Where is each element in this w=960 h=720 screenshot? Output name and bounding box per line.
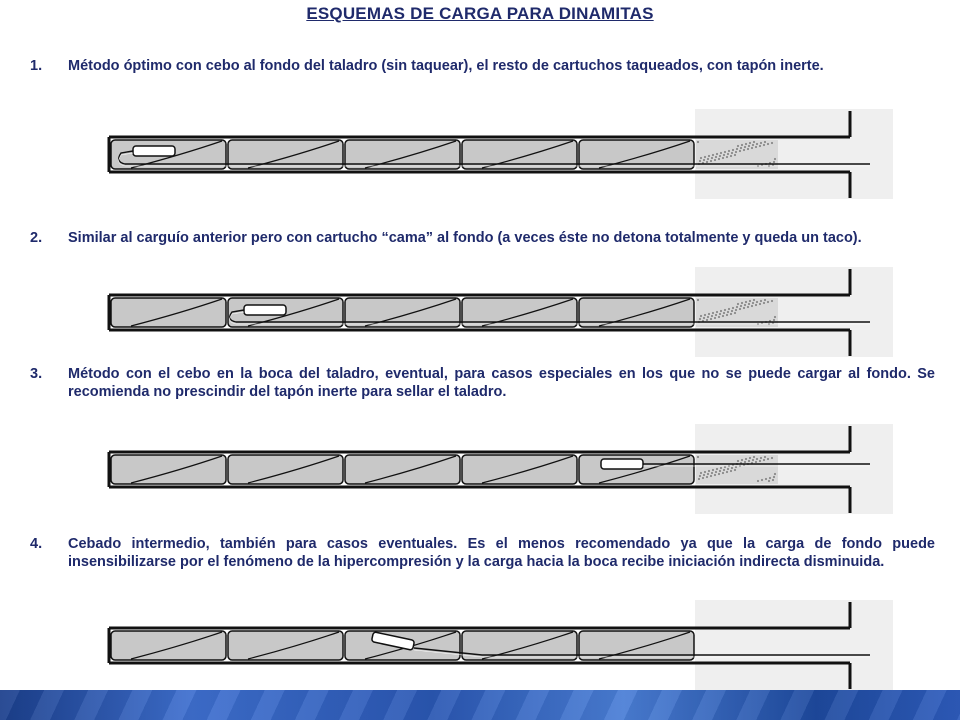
plug-grain — [760, 300, 762, 302]
plug-grain — [727, 468, 729, 470]
method-1-number: 1. — [30, 58, 43, 74]
plug-grain — [714, 159, 716, 161]
method-3-text: Método con el cebo en la boca del taladro, eventual, para casos especiales en los que no se puede cargar al fondo. Se recomienda no prescindir del tapón inerte para sellar el taladro. — [68, 366, 935, 400]
plug-grain — [712, 469, 714, 471]
plug-grain — [772, 479, 774, 481]
plug-grain — [700, 157, 702, 159]
plug-grain — [700, 315, 702, 317]
plug-grain — [716, 153, 718, 155]
borehole-diagram-2 — [109, 267, 893, 357]
plug-grain — [726, 314, 728, 316]
plug-grain — [751, 305, 753, 307]
plug-grain — [759, 145, 761, 147]
plug-grain — [741, 144, 743, 146]
plug-grain — [715, 156, 717, 158]
plug-grain — [764, 299, 766, 301]
plug-grain — [708, 155, 710, 157]
plug-grain — [774, 158, 776, 160]
plug-grain — [716, 468, 718, 470]
plug-grain — [728, 308, 730, 310]
plug-grain — [737, 145, 739, 147]
plug-grain — [756, 458, 758, 460]
plug-grain — [745, 458, 747, 460]
plug-grain — [732, 307, 734, 309]
plug-grain — [740, 305, 742, 307]
plug-grain — [704, 471, 706, 473]
plug-grain — [711, 315, 713, 317]
plug-grain — [728, 150, 730, 152]
plug-grain — [722, 315, 724, 317]
plug-grain — [773, 319, 775, 321]
cartridge — [228, 455, 343, 484]
page-title: ESQUEMAS DE CARGA PARA DINAMITAS — [306, 4, 654, 23]
cartridge — [462, 455, 577, 484]
plug-grain — [727, 311, 729, 313]
plug-grain — [706, 319, 708, 321]
plug-grain — [704, 156, 706, 158]
plug-grain — [771, 142, 773, 144]
plug-grain — [719, 155, 721, 157]
plug-grain — [710, 475, 712, 477]
plug-grain — [724, 151, 726, 153]
plug-grain — [730, 470, 732, 472]
borehole-diagram-4 — [109, 600, 893, 690]
plug-grain — [734, 312, 736, 314]
plug-grain — [757, 480, 759, 482]
plug-grain — [731, 310, 733, 312]
plug-grain — [748, 145, 750, 147]
plug-grain — [764, 456, 766, 458]
plug-grain — [711, 157, 713, 159]
plug-grain — [755, 461, 757, 463]
plug-grain — [767, 301, 769, 303]
plug-grain — [726, 156, 728, 158]
plug-grain — [723, 312, 725, 314]
plug-grain — [773, 476, 775, 478]
plug-grain — [712, 154, 714, 156]
plug-grain — [718, 158, 720, 160]
plug-grain — [707, 158, 709, 160]
plug-grain — [748, 303, 750, 305]
plug-grain — [765, 478, 767, 480]
plug-grain — [699, 475, 701, 477]
plug-grain — [719, 470, 721, 472]
plug-grain — [708, 313, 710, 315]
plug-grain — [697, 456, 699, 458]
plug-grain — [745, 143, 747, 145]
plug-grain — [745, 301, 747, 303]
plug-grain — [767, 143, 769, 145]
plug-grain — [735, 309, 737, 311]
plug-grain — [714, 317, 716, 319]
method-4-number: 4. — [30, 536, 43, 552]
plug-grain — [749, 457, 751, 459]
method-2-text: Similar al carguío anterior pero con cartucho “cama” al fondo (a veces éste no detona totalmente y queda un taco). — [68, 230, 862, 246]
plug-grain — [743, 149, 745, 151]
method-2-number: 2. — [30, 230, 43, 246]
plug-grain — [744, 461, 746, 463]
plug-grain — [774, 316, 776, 318]
plug-grain — [755, 146, 757, 148]
plug-grain — [749, 300, 751, 302]
plug-grain — [731, 467, 733, 469]
primer-cartridge — [133, 146, 175, 156]
plug-grain — [760, 142, 762, 144]
plug-grain — [752, 302, 754, 304]
plug-grain — [735, 151, 737, 153]
plug-grain — [727, 153, 729, 155]
borehole-diagram-3 — [109, 424, 893, 514]
plug-grain — [747, 148, 749, 150]
plug-grain — [734, 469, 736, 471]
plug-grain — [716, 311, 718, 313]
plug-grain — [711, 472, 713, 474]
plug-grain — [704, 314, 706, 316]
plug-grain — [703, 317, 705, 319]
cartridge — [111, 455, 226, 484]
plug-grain — [720, 152, 722, 154]
plug-grain — [730, 155, 732, 157]
plug-grain — [756, 143, 758, 145]
plug-grain — [731, 152, 733, 154]
plug-grain — [744, 304, 746, 306]
plug-grain — [749, 142, 751, 144]
plug-grain — [751, 147, 753, 149]
method-3-number: 3. — [30, 366, 43, 382]
plug-grain — [741, 302, 743, 304]
plug-grain — [699, 318, 701, 320]
plug-grain — [697, 141, 699, 143]
plug-grain — [702, 477, 704, 479]
plug-grain — [707, 473, 709, 475]
plug-grain — [726, 471, 728, 473]
plug-grain — [737, 303, 739, 305]
plug-grain — [763, 144, 765, 146]
plug-grain — [736, 148, 738, 150]
plug-grain — [712, 312, 714, 314]
plug-grain — [739, 308, 741, 310]
method-4-text: Cebado intermedio, también para casos eventuales. Es el menos recomendado ya que la carga de fondo puede insensibilizarse por el fenómeno de la hipercompresión y la carga hacia la boca recibe iniciación indirecta disminuida. — [68, 536, 935, 570]
plug-grain — [737, 460, 739, 462]
plug-grain — [748, 460, 750, 462]
plug-grain — [718, 316, 720, 318]
plug-grain — [740, 147, 742, 149]
plug-grain — [720, 310, 722, 312]
plug-grain — [739, 150, 741, 152]
plug-grain — [769, 477, 771, 479]
plug-grain — [764, 141, 766, 143]
plug-grain — [699, 160, 701, 162]
plug-grain — [768, 480, 770, 482]
plug-grain — [774, 473, 776, 475]
plug-grain — [752, 459, 754, 461]
plug-grain — [747, 306, 749, 308]
plug-grain — [723, 469, 725, 471]
plug-grain — [771, 300, 773, 302]
borehole-diagram-1 — [109, 109, 893, 199]
plug-grain — [700, 472, 702, 474]
plug-grain — [771, 457, 773, 459]
plug-grain — [761, 479, 763, 481]
plug-grain — [707, 316, 709, 318]
plug-grain — [755, 304, 757, 306]
plug-grain — [752, 144, 754, 146]
plug-grain — [753, 141, 755, 143]
plug-grain — [720, 467, 722, 469]
cartridge — [111, 631, 226, 660]
primer-cartridge — [601, 459, 643, 469]
plug-grain — [732, 149, 734, 151]
plug-grain — [719, 313, 721, 315]
cartridge — [111, 298, 226, 327]
plug-grain — [756, 301, 758, 303]
plug-grain — [714, 474, 716, 476]
plug-grain — [753, 456, 755, 458]
footer-band — [0, 690, 960, 720]
plug-grain — [741, 459, 743, 461]
plug-grain — [753, 299, 755, 301]
plug-grain — [759, 303, 761, 305]
plug-grain — [773, 161, 775, 163]
plug-grain — [718, 473, 720, 475]
primer-cartridge — [244, 305, 286, 315]
plug-grain — [763, 302, 765, 304]
plug-grain — [703, 474, 705, 476]
method-1-text: Método óptimo con cebo al fondo del taladro (sin taquear), el resto de cartuchos taqueados, con tapón inerte. — [68, 58, 824, 74]
plug-grain — [715, 471, 717, 473]
plug-grain — [744, 146, 746, 148]
plug-grain — [703, 159, 705, 161]
plug-grain — [697, 299, 699, 301]
plug-grain — [734, 154, 736, 156]
plug-grain — [710, 160, 712, 162]
rock-background — [695, 600, 893, 690]
plug-grain — [722, 157, 724, 159]
plug-grain — [767, 458, 769, 460]
plug-grain — [706, 476, 708, 478]
plug-grain — [763, 459, 765, 461]
plug-grain — [743, 307, 745, 309]
plug-grain — [759, 460, 761, 462]
plug-grain — [730, 313, 732, 315]
plug-grain — [760, 457, 762, 459]
plug-grain — [722, 472, 724, 474]
plug-grain — [724, 309, 726, 311]
plug-grain — [710, 318, 712, 320]
cartridge — [345, 455, 460, 484]
cartridge — [228, 631, 343, 660]
plug-grain — [698, 478, 700, 480]
plug-grain — [708, 470, 710, 472]
plug-grain — [715, 314, 717, 316]
plug-grain — [736, 306, 738, 308]
plug-grain — [706, 161, 708, 163]
plug-grain — [723, 154, 725, 156]
